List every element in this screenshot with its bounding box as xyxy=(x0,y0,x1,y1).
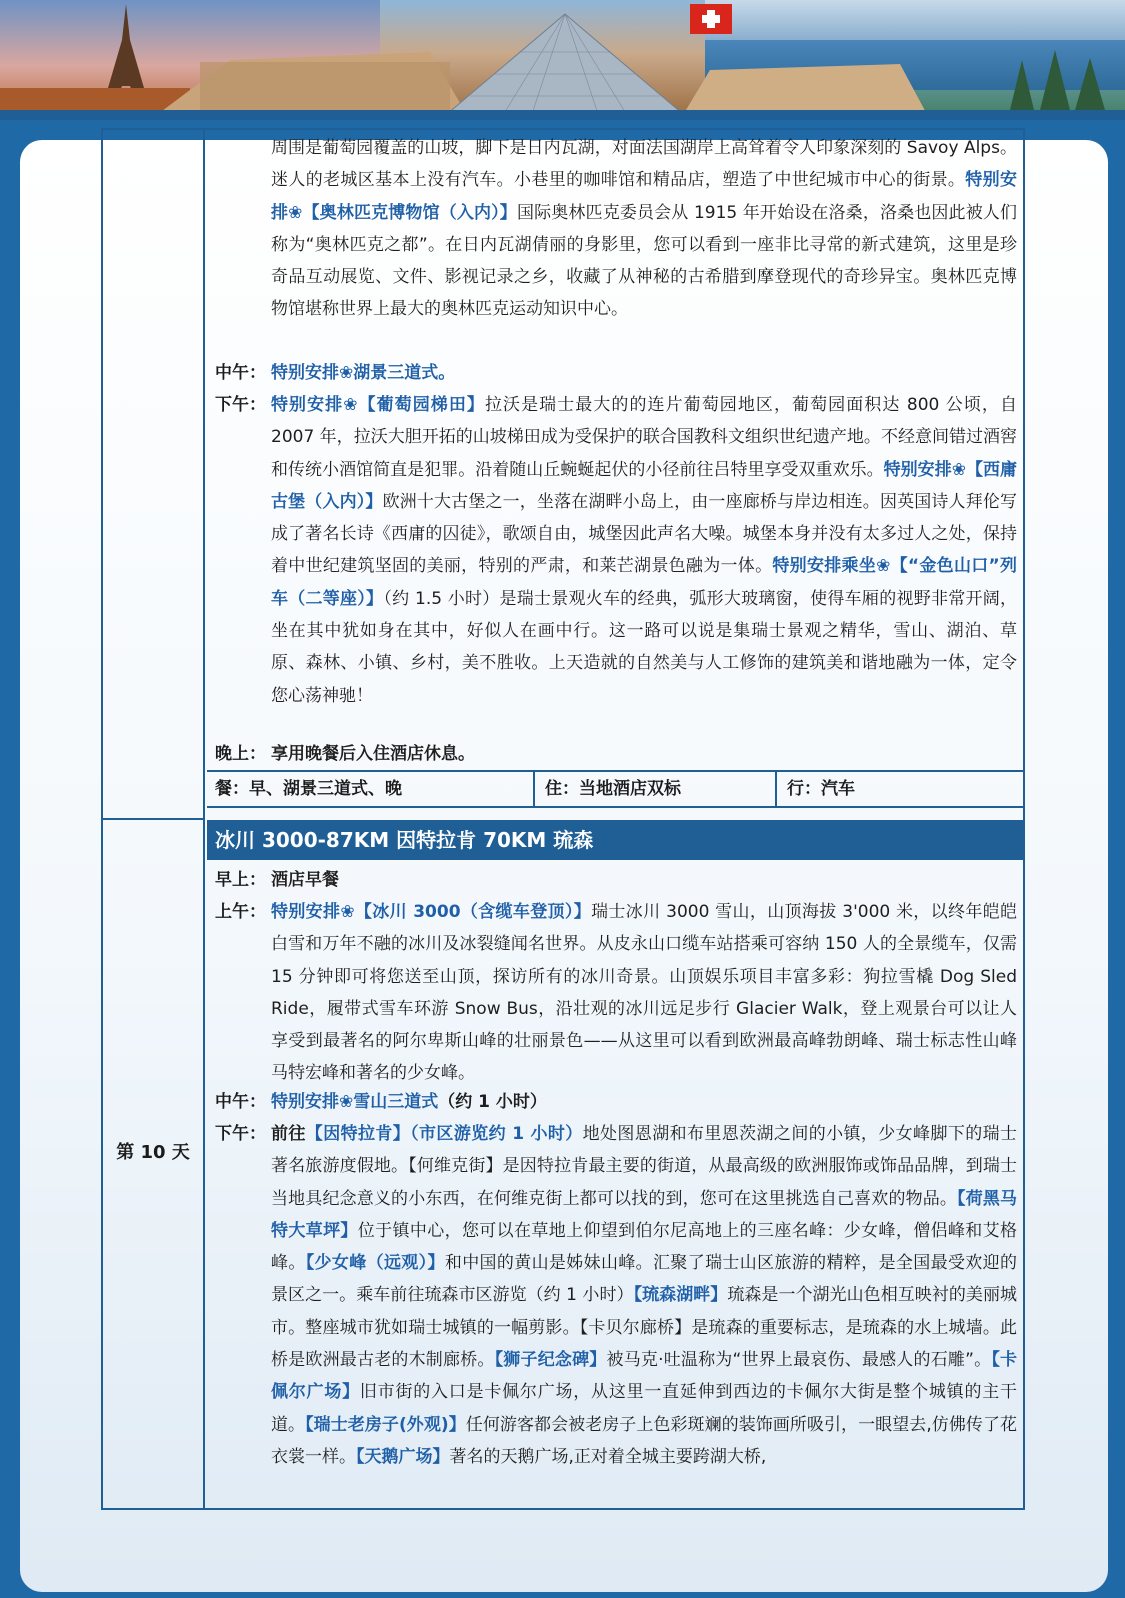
afternoon-label-day10: 下午： xyxy=(215,1124,266,1144)
continuation-paragraph xyxy=(215,132,1017,326)
highlight-text: 【少女峰（远观）】 xyxy=(305,1253,445,1274)
day-separator xyxy=(103,818,203,820)
body-text: 和中国的黄山是姊妹山峰。汇聚了瑞士山区旅游的精粹，是全国最受欢迎的景区之一。乘车前往琉森市区游览（约 1 小时） xyxy=(271,1253,1018,1306)
header-banner xyxy=(0,0,1125,120)
body-text: 位于镇中心，您可以在草地上仰望到伯尔尼高地上的三座名峰：少女峰，僧侣峰和艾格峰。 xyxy=(271,1220,1018,1274)
body-text: （约 1.5 小时）是瑞士景观火车的经典，弧形大玻璃窗，使得车厢的视野非常开阔，坐在其中犹如身在其中，好似人在画中行。这一路可以说是集瑞士景观之精华，雪山、湖泊、草原、森林、小镇、乡村，美不胜收。上天造就的自然美与人工修饰的建筑美和谐地融为一体，定令您心荡神驰！ xyxy=(271,588,1018,706)
morning-text: 酒店早餐 xyxy=(271,870,339,890)
highlight-text: 【卡佩尔广场】 xyxy=(271,1350,1018,1403)
noon-label: 中午： xyxy=(215,363,266,383)
forenoon-row xyxy=(215,896,1017,1090)
body-text: 被马克·吐温称为“世界上最哀伤、最感人的石雕”。 xyxy=(606,1350,992,1371)
highlight-text: 【狮子纪念碑】 xyxy=(494,1350,607,1371)
noon-label-day10: 中午： xyxy=(215,1092,266,1112)
body-text: 瑞士冰川 3000 雪山，山顶海拔 3'000 米，以终年皑皑白雪和万年不融的冰川及冰裂缝闻名世界。从皮永山口缆车站搭乘可容纳 150 人的全景缆车，仅需 15 分钟即可将您送至山顶，探访所有的冰川奇景。山顶娱乐项目丰富多彩：狗拉雪橇 Dog Sled Ride，履带式雪车环游 Snow Bus，沿壮观的冰川远足步行 Glacier Walk，登上观景台可以让人享受到最著名的阿尔卑斯山峰的壮丽景色——从这里可以看到欧洲最高峰勃朗峰、瑞士标志性山峰马特宏峰和著名的少女峰。 xyxy=(271,902,1017,1084)
paragraph-text xyxy=(271,132,1017,326)
body-text: 旧市街的入口是卡佩尔广场，从这里一直延伸到西边的卡佩尔大街是整个城镇的主干道。 xyxy=(271,1382,1018,1435)
transport-cell: 行：汽车 xyxy=(787,779,855,799)
highlight-text: 特别安排❀雪山三道式 xyxy=(271,1092,439,1112)
evening-text: 享用晚餐后入住酒店休息。 xyxy=(271,744,475,764)
evening-label: 晚上： xyxy=(215,744,266,764)
highlight-text: 特别安排❀【冰川 3000（含缆车登顶）】 xyxy=(271,902,592,922)
noon-text-day10 xyxy=(271,1086,1017,1118)
highlight-text: 特别安排❀【西庸古堡（入内）】 xyxy=(271,459,1018,512)
highlight-text: 特别安排❀【奥林匹克博物馆（入内）】 xyxy=(271,170,1018,223)
body-text: 欧洲十大古堡之一，坐落在湖畔小岛上，由一座廊桥与岸边相连。因英国诗人拜伦写成了著名长诗《西庸的囚徒》，歌颂自由，城堡因此声名大噪。城堡本身并没有太多过人之处，保持着中世纪建筑坚固的美丽，特别的严肃，和莱芒湖景色融为一体。 xyxy=(271,491,1018,577)
louvre-pyramid-image xyxy=(440,14,690,120)
forenoon-text xyxy=(271,896,1017,1090)
meals-row xyxy=(207,770,1025,808)
afternoon-row-day10 xyxy=(215,1118,1017,1473)
itinerary-table xyxy=(101,128,1025,1510)
body-text: 地处图恩湖和布里恩茨湖之间的小镇，少女峰脚下的瑞士著名旅游度假地。【何维克街】是因特拉肯最主要的街道，从最高级的欧洲服饰或饰品品牌，到瑞士当地具纪念意义的小东西，在何维克街上都可以找的到，您可在这里挑选自己喜欢的物品。 xyxy=(271,1124,1018,1209)
body-text: 拉沃是瑞士最大的的连片葡萄园地区，葡萄园面积达 800 公顷，自 2007 年，拉沃大胆开拓的山坡梯田成为受保护的联合国教科文组织世纪遗产地。不经意间错过酒窖和传统小酒馆简直是犯罪。沿着随山丘蜿蜒起伏的小径前往吕特里享受双重欢乐。 xyxy=(271,395,1017,480)
highlight-text: 特别安排乘坐❀【“金色山口”列车（二等座）】 xyxy=(271,556,1018,609)
body-text: 著名的天鹅广场,正对着全城主要跨湖大桥, xyxy=(449,1446,767,1467)
landmarks-illustration xyxy=(0,0,1125,120)
noon-row xyxy=(215,357,1017,389)
afternoon-text xyxy=(271,389,1017,712)
afternoon-label: 下午： xyxy=(215,395,266,415)
body-text: 任何游客都会被老房子上色彩斑斓的装饰画所吸引，一眼望去,仿佛传了花衣裳一样。 xyxy=(271,1414,1018,1467)
highlight-text: 【天鹅广场】 xyxy=(356,1446,450,1467)
highlight-text: 【荷黑马特大草坪】 xyxy=(271,1188,1018,1241)
day-column xyxy=(103,130,205,1508)
body-text: 国际奥林匹克委员会从 1915 年开始设在洛桑，洛桑也因此被人们称为“奥林匹克之都”。在日内瓦湖倩丽的身影里，您可以看到一座非比寻常的新式建筑，这里是珍奇品互动展览、文件、影视记录之乡，收藏了从神秘的古希腊到摩登现代的奇珍异宝。奥林匹克博物馆堪称世界上最大的奥林匹克运动知识中心。 xyxy=(271,202,1017,320)
forenoon-label: 上午： xyxy=(215,902,266,922)
highlight-text: 【因特拉肯】（市区游览约 1 小时） xyxy=(305,1124,583,1144)
afternoon-text-day10 xyxy=(271,1118,1017,1473)
highlight-text: 特别安排❀【葡萄园梯田】 xyxy=(271,395,485,415)
body-text: 琉森是一个湖光山色相互映衬的美丽城市。整座城市犹如瑞士城镇的一幅剪影。【卡贝尔廊桥】是琉森的重要标志，是琉森的水上城墙。此桥是欧洲最古老的木制廊桥。 xyxy=(271,1285,1018,1371)
body-text: 周围是葡萄园覆盖的山坡，脚下是日内瓦湖，对面法国湖岸上高耸着令人印象深刻的 Savoy Alps。迷人的老城区基本上没有汽车。小巷里的咖啡馆和精品店，塑造了中世纪城市中心的街景。 xyxy=(271,138,1017,191)
noon-row-day10 xyxy=(215,1086,1017,1118)
day-10-label: 第 10 天 xyxy=(116,1142,190,1163)
highlight-text: 【瑞士老房子(外观)】 xyxy=(305,1414,466,1435)
noon-text xyxy=(271,357,1017,389)
highlight-text: 特别安排❀湖景三道式。 xyxy=(271,363,456,383)
meals-cell: 餐：早、湖景三道式、晚 xyxy=(207,772,535,806)
morning-row xyxy=(215,864,1017,896)
body-text: 前往 xyxy=(271,1124,306,1144)
morning-label: 早上： xyxy=(215,870,266,890)
afternoon-row xyxy=(215,389,1017,712)
day-10-header: 冰川 3000-87KM 因特拉肯 70KM 琉森 xyxy=(207,820,1025,860)
stay-cell: 住：当地酒店双标 xyxy=(537,772,777,806)
evening-row xyxy=(215,738,1017,770)
pine-trees-image xyxy=(1010,50,1105,110)
highlight-text: 【琉森湖畔】 xyxy=(633,1285,728,1306)
body-text: （约 1 小时） xyxy=(438,1092,547,1112)
